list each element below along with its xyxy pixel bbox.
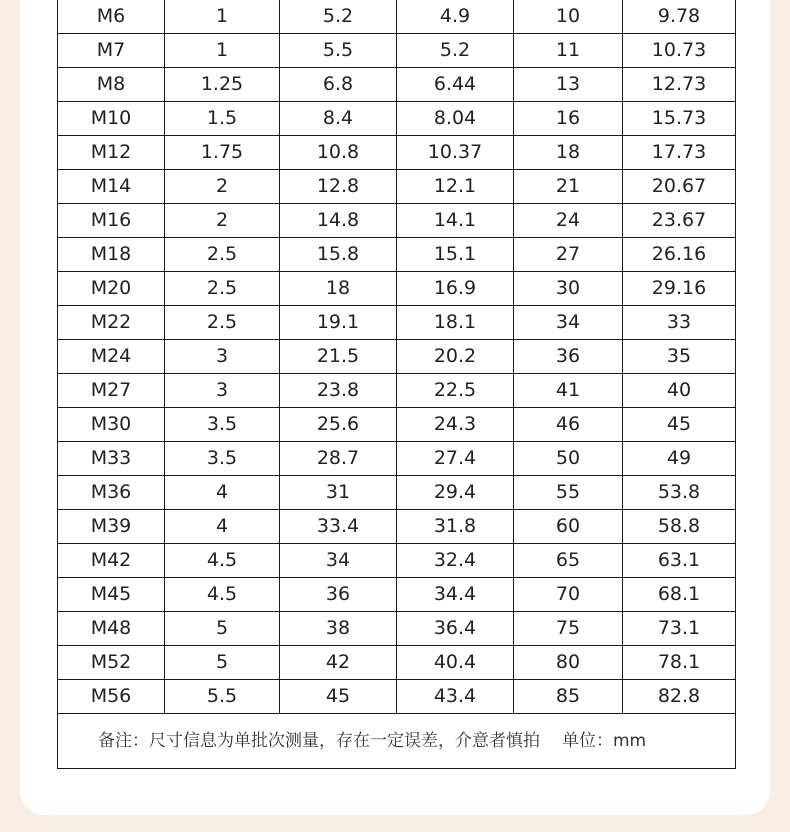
cell-col-5: 11 (514, 34, 623, 68)
cell-size: M52 (58, 646, 165, 680)
table-row (58, 170, 736, 204)
cell-col-6: 15.73 (623, 102, 736, 136)
table-row (58, 408, 736, 442)
cell-col-6: 23.67 (623, 204, 736, 238)
unit-text: 单位：mm (562, 731, 647, 751)
cell-col-5: 80 (514, 646, 623, 680)
cell-size: M45 (58, 578, 165, 612)
cell-size: M8 (58, 68, 165, 102)
table-row (58, 204, 736, 238)
cell-col-3: 6.8 (280, 68, 397, 102)
cell-size: M36 (58, 476, 165, 510)
spec-table-body (58, 0, 736, 714)
cell-col-6: 40 (623, 374, 736, 408)
cell-col-4: 12.1 (397, 170, 514, 204)
cell-col-4: 29.4 (397, 476, 514, 510)
cell-col-4: 34.4 (397, 578, 514, 612)
cell-pitch: 4.5 (165, 544, 280, 578)
cell-col-5: 55 (514, 476, 623, 510)
cell-col-6: 63.1 (623, 544, 736, 578)
note-cell (58, 714, 736, 769)
cell-pitch: 2.5 (165, 306, 280, 340)
cell-size: M33 (58, 442, 165, 476)
cell-size: M39 (58, 510, 165, 544)
cell-col-3: 23.8 (280, 374, 397, 408)
table-row (58, 680, 736, 714)
cell-col-4: 40.4 (397, 646, 514, 680)
cell-col-5: 24 (514, 204, 623, 238)
cell-pitch: 5 (165, 612, 280, 646)
cell-col-5: 41 (514, 374, 623, 408)
cell-col-6: 58.8 (623, 510, 736, 544)
cell-pitch: 3 (165, 340, 280, 374)
cell-col-5: 13 (514, 68, 623, 102)
cell-col-6: 82.8 (623, 680, 736, 714)
cell-col-5: 27 (514, 238, 623, 272)
cell-col-5: 60 (514, 510, 623, 544)
table-row (58, 102, 736, 136)
cell-pitch: 1 (165, 0, 280, 34)
cell-col-4: 8.04 (397, 102, 514, 136)
cell-col-4: 22.5 (397, 374, 514, 408)
cell-col-3: 34 (280, 544, 397, 578)
cell-col-3: 18 (280, 272, 397, 306)
table-row (58, 612, 736, 646)
cell-pitch: 2 (165, 204, 280, 238)
cell-col-3: 36 (280, 578, 397, 612)
cell-col-6: 17.73 (623, 136, 736, 170)
cell-col-4: 32.4 (397, 544, 514, 578)
cell-col-4: 6.44 (397, 68, 514, 102)
table-row (58, 510, 736, 544)
cell-col-3: 21.5 (280, 340, 397, 374)
table-row (58, 306, 736, 340)
cell-col-5: 18 (514, 136, 623, 170)
cell-size: M30 (58, 408, 165, 442)
table-row (58, 34, 736, 68)
cell-size: M7 (58, 34, 165, 68)
cell-col-6: 45 (623, 408, 736, 442)
cell-col-4: 27.4 (397, 442, 514, 476)
cell-col-6: 29.16 (623, 272, 736, 306)
cell-pitch: 1 (165, 34, 280, 68)
cell-pitch: 4 (165, 510, 280, 544)
note-row (58, 714, 736, 769)
table-row (58, 442, 736, 476)
cell-pitch: 4 (165, 476, 280, 510)
table-row (58, 374, 736, 408)
cell-col-3: 33.4 (280, 510, 397, 544)
cell-col-5: 10 (514, 0, 623, 34)
cell-col-6: 20.67 (623, 170, 736, 204)
cell-col-4: 5.2 (397, 34, 514, 68)
cell-col-4: 24.3 (397, 408, 514, 442)
cell-col-6: 26.16 (623, 238, 736, 272)
cell-col-6: 12.73 (623, 68, 736, 102)
cell-pitch: 1.5 (165, 102, 280, 136)
table-row (58, 0, 736, 34)
cell-col-3: 38 (280, 612, 397, 646)
cell-col-6: 68.1 (623, 578, 736, 612)
cell-col-5: 34 (514, 306, 623, 340)
cell-size: M20 (58, 272, 165, 306)
cell-col-4: 15.1 (397, 238, 514, 272)
cell-pitch: 1.25 (165, 68, 280, 102)
cell-col-5: 30 (514, 272, 623, 306)
cell-col-5: 75 (514, 612, 623, 646)
cell-size: M18 (58, 238, 165, 272)
cell-col-5: 50 (514, 442, 623, 476)
cell-size: M10 (58, 102, 165, 136)
cell-col-5: 85 (514, 680, 623, 714)
cell-pitch: 5.5 (165, 680, 280, 714)
cell-col-5: 16 (514, 102, 623, 136)
cell-col-6: 9.78 (623, 0, 736, 34)
cell-size: M6 (58, 0, 165, 34)
cell-col-3: 25.6 (280, 408, 397, 442)
cell-size: M48 (58, 612, 165, 646)
cell-size: M16 (58, 204, 165, 238)
cell-pitch: 3.5 (165, 408, 280, 442)
cell-col-6: 78.1 (623, 646, 736, 680)
table-row (58, 476, 736, 510)
cell-size: M24 (58, 340, 165, 374)
table-row (58, 340, 736, 374)
cell-size: M56 (58, 680, 165, 714)
table-row (58, 68, 736, 102)
cell-col-6: 10.73 (623, 34, 736, 68)
table-row (58, 544, 736, 578)
cell-size: M12 (58, 136, 165, 170)
table-row (58, 578, 736, 612)
cell-pitch: 2.5 (165, 272, 280, 306)
cell-col-3: 12.8 (280, 170, 397, 204)
table-row (58, 238, 736, 272)
cell-col-6: 49 (623, 442, 736, 476)
cell-col-3: 45 (280, 680, 397, 714)
cell-pitch: 4.5 (165, 578, 280, 612)
cell-col-5: 65 (514, 544, 623, 578)
cell-col-6: 73.1 (623, 612, 736, 646)
cell-col-6: 53.8 (623, 476, 736, 510)
cell-col-3: 15.8 (280, 238, 397, 272)
cell-size: M14 (58, 170, 165, 204)
table-row (58, 272, 736, 306)
cell-col-4: 10.37 (397, 136, 514, 170)
cell-col-4: 18.1 (397, 306, 514, 340)
cell-col-4: 4.9 (397, 0, 514, 34)
cell-col-3: 5.2 (280, 0, 397, 34)
cell-col-3: 8.4 (280, 102, 397, 136)
cell-pitch: 5 (165, 646, 280, 680)
cell-col-3: 19.1 (280, 306, 397, 340)
cell-col-4: 20.2 (397, 340, 514, 374)
cell-pitch: 3.5 (165, 442, 280, 476)
cell-col-3: 31 (280, 476, 397, 510)
cell-col-3: 14.8 (280, 204, 397, 238)
spec-table (57, 0, 736, 769)
cell-col-4: 14.1 (397, 204, 514, 238)
cell-col-5: 21 (514, 170, 623, 204)
cell-col-4: 31.8 (397, 510, 514, 544)
cell-pitch: 3 (165, 374, 280, 408)
cell-col-4: 36.4 (397, 612, 514, 646)
table-row (58, 646, 736, 680)
cell-col-6: 33 (623, 306, 736, 340)
cell-size: M42 (58, 544, 165, 578)
cell-col-4: 16.9 (397, 272, 514, 306)
table-row (58, 136, 736, 170)
cell-pitch: 2 (165, 170, 280, 204)
cell-col-3: 28.7 (280, 442, 397, 476)
cell-col-6: 35 (623, 340, 736, 374)
cell-pitch: 2.5 (165, 238, 280, 272)
note-text: 备注：尺寸信息为单批次测量，存在一定误差，介意者慎拍 (98, 731, 540, 751)
cell-size: M27 (58, 374, 165, 408)
cell-col-3: 10.8 (280, 136, 397, 170)
cell-size: M22 (58, 306, 165, 340)
cell-col-5: 46 (514, 408, 623, 442)
cell-col-3: 5.5 (280, 34, 397, 68)
cell-pitch: 1.75 (165, 136, 280, 170)
cell-col-5: 70 (514, 578, 623, 612)
cell-col-3: 42 (280, 646, 397, 680)
cell-col-5: 36 (514, 340, 623, 374)
cell-col-4: 43.4 (397, 680, 514, 714)
